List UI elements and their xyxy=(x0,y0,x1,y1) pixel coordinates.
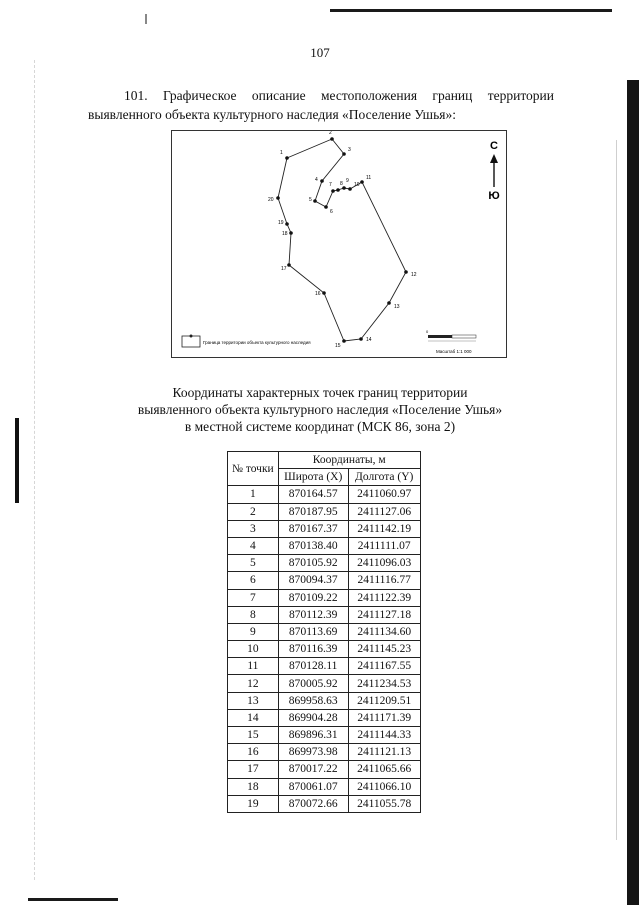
longitude-cell: 2411167.55 xyxy=(348,658,420,675)
boundary-point-label: 5 xyxy=(309,197,312,203)
scale-text: Масштаб 1:1 000 xyxy=(436,349,472,354)
latitude-cell: 870105.92 xyxy=(278,555,348,572)
heading-line-2: выявленного объекта культурного наследия «Поселение Ушья»: xyxy=(88,107,456,122)
north-arrow xyxy=(488,140,499,202)
scan-artifact-bottom-line xyxy=(28,898,118,901)
boundary-point xyxy=(404,270,408,274)
coordinates-table-body xyxy=(228,486,421,813)
boundary-map-drawing xyxy=(172,131,506,357)
table-row xyxy=(228,641,421,658)
legend-swatch xyxy=(182,336,200,347)
boundary-point xyxy=(359,337,363,341)
coordinates-title xyxy=(100,384,540,435)
boundary-point xyxy=(313,199,317,203)
scan-artifact-right-line xyxy=(616,140,617,840)
boundary-point-label: 17 xyxy=(281,266,287,272)
point-number-cell: 16 xyxy=(228,744,279,761)
point-number-cell: 2 xyxy=(228,503,279,520)
boundary-point xyxy=(360,180,364,184)
boundary-point xyxy=(342,339,346,343)
latitude-cell: 870187.95 xyxy=(278,503,348,520)
boundary-point-label: 20 xyxy=(268,197,274,203)
table-row xyxy=(228,486,421,503)
latitude-cell: 870061.07 xyxy=(278,778,348,795)
boundary-point-label: 18 xyxy=(282,231,288,237)
north-label: С xyxy=(490,140,498,152)
coordinates-table xyxy=(227,451,421,813)
longitude-cell: 2411127.06 xyxy=(348,503,420,520)
boundary-line xyxy=(278,139,406,341)
point-number-cell: 17 xyxy=(228,761,279,778)
boundary-point-label: 10 xyxy=(354,182,360,188)
boundary-point xyxy=(387,301,391,305)
coords-title-line-1: Координаты характерных точек границ территории xyxy=(172,385,468,400)
longitude-cell: 2411209.51 xyxy=(348,692,420,709)
point-number-cell: 4 xyxy=(228,537,279,554)
longitude-cell: 2411066.10 xyxy=(348,778,420,795)
latitude-cell: 870072.66 xyxy=(278,795,348,812)
north-arrow-head xyxy=(490,154,498,163)
boundary-point xyxy=(322,291,326,295)
section-heading xyxy=(88,86,554,124)
point-number-cell: 3 xyxy=(228,520,279,537)
latitude-cell: 870017.22 xyxy=(278,761,348,778)
point-number-cell: 9 xyxy=(228,623,279,640)
heading-line-1: 101. Графическое описание местоположения границ территории xyxy=(124,88,554,103)
table-row xyxy=(228,503,421,520)
point-number-cell: 15 xyxy=(228,727,279,744)
map-legend xyxy=(182,335,311,348)
boundary-point-label: 9 xyxy=(346,178,349,184)
boundary-point-label: 7 xyxy=(329,182,332,188)
table-row xyxy=(228,658,421,675)
boundary-point xyxy=(287,263,291,267)
point-number-cell: 10 xyxy=(228,641,279,658)
boundary-point-label: 13 xyxy=(394,304,400,310)
page-number: 107 xyxy=(310,45,330,60)
table-row xyxy=(228,692,421,709)
latitude-cell: 870138.40 xyxy=(278,537,348,554)
table-row xyxy=(228,761,421,778)
scan-artifact-mark xyxy=(145,14,147,24)
point-number-cell: 11 xyxy=(228,658,279,675)
table-row xyxy=(228,537,421,554)
table-row xyxy=(228,778,421,795)
latitude-cell: 870113.69 xyxy=(278,623,348,640)
scale-segment-2 xyxy=(452,335,476,338)
point-number-cell: 18 xyxy=(228,778,279,795)
point-number-cell: 19 xyxy=(228,795,279,812)
table-row xyxy=(228,675,421,692)
boundary-point-label: 1 xyxy=(280,150,283,156)
longitude-cell: 2411060.97 xyxy=(348,486,420,503)
scale-bar xyxy=(426,329,476,354)
point-number-cell: 1 xyxy=(228,486,279,503)
boundary-point xyxy=(331,189,335,193)
boundary-point-label: 12 xyxy=(411,272,417,278)
boundary-point-label: 15 xyxy=(335,343,341,349)
boundary-point xyxy=(324,205,328,209)
header-point-number: № точки xyxy=(228,452,279,486)
point-number-cell: 13 xyxy=(228,692,279,709)
latitude-cell: 870128.11 xyxy=(278,658,348,675)
boundary-point-label: 6 xyxy=(330,209,333,215)
longitude-cell: 2411116.77 xyxy=(348,572,420,589)
header-coordinates: Координаты, м xyxy=(278,452,420,469)
longitude-cell: 2411171.39 xyxy=(348,709,420,726)
point-number-cell: 8 xyxy=(228,606,279,623)
latitude-cell: 869973.98 xyxy=(278,744,348,761)
scan-artifact-right-bar xyxy=(627,80,639,905)
point-number-cell: 5 xyxy=(228,555,279,572)
boundary-point xyxy=(289,231,293,235)
coords-title-line-3: в местной системе координат (МСК 86, зона 2) xyxy=(184,419,456,434)
latitude-cell: 870109.22 xyxy=(278,589,348,606)
longitude-cell: 2411145.23 xyxy=(348,641,420,658)
latitude-cell: 870112.39 xyxy=(278,606,348,623)
longitude-cell: 2411142.19 xyxy=(348,520,420,537)
point-number-cell: 14 xyxy=(228,709,279,726)
table-row xyxy=(228,520,421,537)
longitude-cell: 2411234.53 xyxy=(348,675,420,692)
boundary-point xyxy=(336,188,340,192)
boundary-point-label: 16 xyxy=(315,291,321,297)
boundary-point-label: 2 xyxy=(329,131,332,136)
table-row xyxy=(228,572,421,589)
point-number-cell: 7 xyxy=(228,589,279,606)
longitude-cell: 2411096.03 xyxy=(348,555,420,572)
table-row xyxy=(228,623,421,640)
boundary-polygon xyxy=(278,139,406,341)
boundary-point xyxy=(276,196,280,200)
longitude-cell: 2411055.78 xyxy=(348,795,420,812)
boundary-point-label: 14 xyxy=(366,337,372,343)
scan-artifact-top-line xyxy=(330,9,612,12)
boundary-point xyxy=(285,222,289,226)
boundary-point xyxy=(348,187,352,191)
boundary-map xyxy=(171,130,507,358)
latitude-cell: 869904.28 xyxy=(278,709,348,726)
scale-segment-1 xyxy=(428,335,452,338)
boundary-point-label: 3 xyxy=(348,147,351,153)
table-row xyxy=(228,555,421,572)
latitude-cell: 870005.92 xyxy=(278,675,348,692)
latitude-cell: 869958.63 xyxy=(278,692,348,709)
boundary-point-label: 4 xyxy=(315,177,318,183)
longitude-cell: 2411065.66 xyxy=(348,761,420,778)
coords-title-line-2: выявленного объекта культурного наследия «Поселение Ушья» xyxy=(137,402,503,417)
latitude-cell: 870116.39 xyxy=(278,641,348,658)
legend-text: Граница территории объекта культурного наследия xyxy=(203,340,311,345)
south-label: Ю xyxy=(488,190,500,202)
table-row xyxy=(228,589,421,606)
latitude-cell: 869896.31 xyxy=(278,727,348,744)
header-longitude: Долгота (Y) xyxy=(348,469,420,486)
point-number-cell: 12 xyxy=(228,675,279,692)
table-row xyxy=(228,606,421,623)
longitude-cell: 2411134.60 xyxy=(348,623,420,640)
longitude-cell: 2411121.13 xyxy=(348,744,420,761)
table-row xyxy=(228,744,421,761)
boundary-point xyxy=(342,186,346,190)
point-number-cell: 6 xyxy=(228,572,279,589)
boundary-point xyxy=(330,137,334,141)
header-latitude: Широта (X) xyxy=(278,469,348,486)
latitude-cell: 870094.37 xyxy=(278,572,348,589)
table-row xyxy=(228,709,421,726)
boundary-point xyxy=(342,152,346,156)
boundary-point-label: 11 xyxy=(366,175,372,181)
boundary-point xyxy=(320,179,324,183)
longitude-cell: 2411127.18 xyxy=(348,606,420,623)
boundary-point-label: 19 xyxy=(278,220,284,226)
boundary-point xyxy=(285,156,289,160)
latitude-cell: 870164.57 xyxy=(278,486,348,503)
scale-tick-left: 0 xyxy=(426,329,429,334)
table-row xyxy=(228,795,421,812)
scan-artifact-left-bar xyxy=(15,418,19,503)
boundary-point-label: 8 xyxy=(340,181,343,187)
longitude-cell: 2411122.39 xyxy=(348,589,420,606)
table-row xyxy=(228,727,421,744)
latitude-cell: 870167.37 xyxy=(278,520,348,537)
longitude-cell: 2411111.07 xyxy=(348,537,420,554)
scan-artifact-left-edge xyxy=(34,60,36,880)
legend-point-marker xyxy=(190,335,193,338)
longitude-cell: 2411144.33 xyxy=(348,727,420,744)
